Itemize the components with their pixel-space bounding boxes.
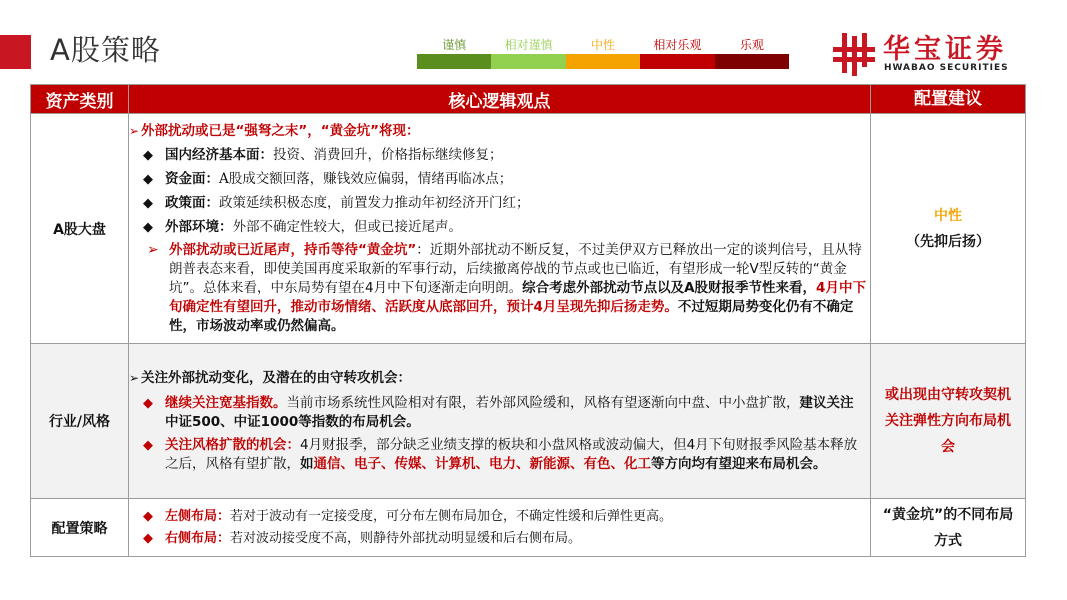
diamond-bullet-icon: ◆ [143, 195, 153, 211]
table-header-row [31, 85, 1026, 114]
diamond-bullet-icon: ◆ [143, 147, 153, 163]
logo-english-name: HWABAO SECURITIES [884, 63, 1009, 73]
diamond-bullet-icon: ◆ [143, 530, 153, 546]
header-core-logic: 核心逻辑观点 [129, 85, 871, 114]
legend-bar-relatively-cautious [491, 54, 565, 69]
diamond-bullet-icon: ◆ [143, 508, 153, 524]
legend-bar-relatively-optimistic [640, 54, 714, 69]
legend-label-neutral: 中性 [591, 38, 616, 52]
row1-bullet-policy: ◆ 政策面：政策延续积极态度，前置发力推动年初经济开门红； [143, 194, 530, 211]
header-asset-class: 资产类别 [31, 85, 129, 114]
table-row-industry [31, 344, 1026, 499]
title-accent-block [0, 35, 31, 69]
row1-rec-main: 中性 [934, 207, 962, 224]
diamond-bullet-icon: ◆ [143, 395, 153, 411]
row3-bullet-right-side: ◆ 右侧布局：若对波动接受度不高，则静待外部扰动明显缓和后右侧布局。 [143, 528, 866, 550]
triangle-bullet-icon: ➢ [129, 370, 140, 385]
strategy-table [30, 84, 1026, 557]
row1-bullet-economy: ◆ 国内经济基本面：投资、消费回升，价格指标继续修复； [143, 146, 503, 163]
legend-label-relatively-optimistic: 相对乐观 [653, 38, 702, 52]
company-logo [833, 30, 1028, 76]
diamond-bullet-icon: ◆ [143, 171, 153, 187]
row3-category: 配置策略 [31, 499, 129, 557]
legend-bar-cautious [417, 54, 491, 69]
hwabao-logo-icon [833, 30, 875, 76]
row2-bullet-broad-index: ◆ 继续关注宽基指数。当前市场系统性风险相对有限，若外部风险缓和，风格有望逐渐向中盘、中小盘扩散，建议关注中证500、中证1000等指数的布局机会。 [143, 394, 854, 430]
logo-chinese-name: 华宝证券 [883, 34, 1007, 65]
row1-headline: ➢ 外部扰动或已是“强弩之末”，“黄金坑”将现： [129, 122, 420, 139]
row2-recommendation: 或出现由守转攻契机关注弹性方向布局机会 [871, 344, 1026, 499]
row3-logic [129, 499, 871, 557]
arrow-bullet-icon: ➢ [147, 241, 159, 258]
row1-bullet-external: ◆ 外部环境：外部不确定性较大，但或已接近尾声。 [143, 218, 462, 235]
row1-bullet-funds: ◆ 资金面：A股成交额回落，赚钱效应偏弱，情绪再临冰点； [143, 170, 513, 187]
row1-recommendation [871, 114, 1026, 344]
row2-bullet-style-diffusion: ◆ 关注风格扩散的机会：4月财报季，部分缺乏业绩支撑的板块和小盘风格或波动偏大，但4月下旬财报季风险基本释放之后，风格有望扩散，如通信、电子、传媒、计算机、电力、新能源、有色、化工等方向均有望迎来布局机会。 [143, 436, 858, 472]
legend-label-relatively-cautious: 相对谨慎 [504, 38, 553, 52]
row1-rec-sub: （先抑后扬） [906, 233, 990, 250]
row1-detail: ➢ 外部扰动或已近尾声，持币等待“黄金坑”：近期外部扰动不断反复，不过美伊双方已释放出一定的谈判信号，且从特朗普表态来看，即使美国再度采取新的军事行动，后续撤离停战的节点或也已临近，有望形成一轮V型反转的“黄金坑”。总体来看，中东局势有望在4月中下旬逐渐走向明朗。综合考虑外部扰动节点以及A股财报季节性来看，4月中下旬确定性有望回升，推动市场情绪、活跃度从底部回升，预计4月呈现先抑后扬走势。不过短期局势变化仍有不确定性，市场波动率或仍然偏高。 [143, 241, 866, 336]
sentiment-legend [417, 37, 789, 69]
page-title: A股策略 [50, 33, 161, 67]
row1-category: A股大盘 [31, 114, 129, 344]
legend-bar-optimistic [715, 54, 789, 69]
row2-headline: ➢ 关注外部扰动变化，及潜在的由守转攻机会： [129, 369, 411, 386]
legend-label-cautious: 谨慎 [442, 38, 467, 52]
table-row-a-share [31, 114, 1026, 344]
row3-bullet-left-side: ◆ 左侧布局：若对于波动有一定接受度，可分布左侧布局加仓，不确定性缓和后弹性更高。 [143, 506, 866, 528]
legend-label-optimistic: 乐观 [739, 38, 764, 52]
diamond-bullet-icon: ◆ [143, 437, 153, 453]
table-row-allocation [31, 499, 1026, 557]
diamond-bullet-icon: ◆ [143, 219, 153, 235]
row1-logic [129, 114, 871, 344]
header-allocation: 配置建议 [871, 85, 1026, 114]
triangle-bullet-icon: ➢ [129, 123, 140, 138]
legend-bar-neutral [566, 54, 640, 69]
row3-recommendation: “黄金坑”的不同布局方式 [871, 499, 1026, 557]
row2-logic [129, 344, 871, 499]
row2-category: 行业/风格 [31, 344, 129, 499]
